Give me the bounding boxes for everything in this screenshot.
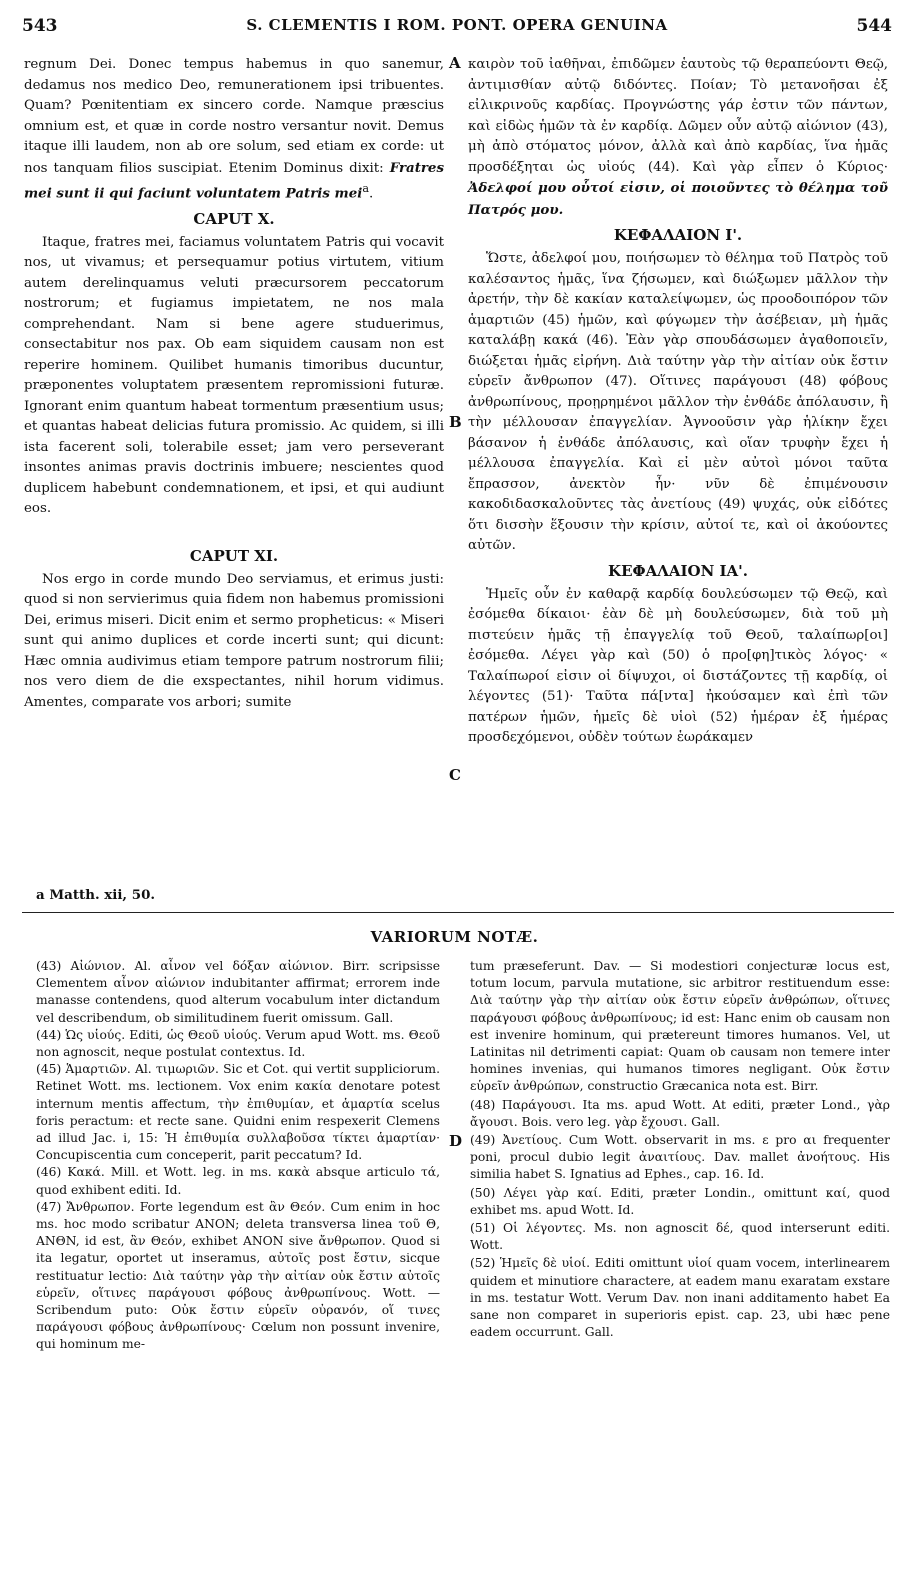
notes-left-column: [36, 958, 440, 1354]
note-43: (43) Αἰώνιον. Al. αἶνον vel δόξαν αἰώνιον. Birr. scripsisse Clementem αἶνον αἰώνιον indubitanter affirmat; errorem inde manasse contendens, quod alterum vocabulum inter dictandum vel describendum, ob similitudinem fuerit omissum. Gall.: [36, 959, 440, 1025]
latin-caput-x-text: Itaque, fratres mei, faciamus voluntatem Patris qui vocavit nos, ut vivamus; et persequamur potius virtutem, vitium autem derelinquamus veluti præcursorem peccatorum nostrorum; et fugiamus impietatem, ne nos mala comprehendant. Nam si bene agere studuerimus, consectabitur nos pax. Ob eam siquidem causam non est reperire hominem. Quilibet humanis timoribus ducuntur, præponentes voluptatem præsentem repromissioni futuræ. Ignorant enim quantum habeat tormentum præsentium usus; et quantas habeat delicias futura promissio. Ac quidem, si illi ista facerent soli, tolerabile esset; jam vero perseverant insontes animas pravis doctrinis imbuere; nescientes quod duplicem habebunt condemnationem, et ipsi, et qui audiunt eos.: [24, 234, 444, 517]
margin-mark-b: B: [449, 413, 462, 431]
kefalaion-ia-heading: ΚΕΦΑΛΑΙΟΝ ΙΑ'.: [608, 561, 748, 580]
note-48: (48) Παράγουσι. Ita ms. apud Wott. At editi, præter Lond., γὰρ ἄγουσι. Bois. vero leg. γὰρ ἔχουσι. Gall.: [470, 1097, 890, 1129]
caput-xi-heading: CAPUT XI.: [189, 546, 279, 565]
latin-intro-quote: Fratres mei sunt ii qui faciunt voluntatem Patris mei: [24, 159, 444, 202]
note-49: (49) Ἀνετίους. Cum Wott. observarit in ms. ε pro αι frequenter poni, procul dubio legit ἀναιτίους. Dav. mallet ἀνοήτους. His similia habet S. Ignatius ad Ephes., cap. 16. Id.: [470, 1133, 890, 1182]
margin-mark-c: C: [449, 766, 461, 784]
notes-divider: [22, 912, 894, 913]
latin-intro-text: regnum Dei. Donec tempus habemus in quo sanemur, dedamus nos medico Deo, remunerationem ipsi tribuentes. Quam? Pœnitentiam ex sincero corde. Namque præscius omnium est, et quæ in corde nostro versantur novit. Demus itaque illi laudem, non ab ore solum, sed etiam ex corde: ut nos tanquam filios suscipiat. Etenim Dominus dixit:: [24, 57, 444, 176]
greek-kefalaion-i-text: Ὥστε, ἀδελφοί μου, ποιήσωμεν τὸ θέλημα τοῦ Πατρὸς τοῦ καλέσαντος ἡμᾶς, ἵνα ζήσωμεν, καὶ διώξωμεν μᾶλλον τὴν ἀρετήν, τὴν δὲ κακίαν καταλείψωμεν, ὡς προοδοιπόρον τῶν ἁμαρτιῶν (45) ἡμῶν, καὶ φύγωμεν τὴν ἀσέβειαν, μὴ ἡμᾶς καταλάβῃ κακά (46). Ἐὰν γὰρ σπουδάσωμεν ἀγαθοποιεῖν, διώξεται ἡμᾶς εἰρήνη. Διὰ ταύτην γὰρ τὴν αἰτίαν οὐκ ἔστιν εὑρεῖν ἄνθρωπον (47). Οἵτινες παράγουσι (48) φόβους ἀνθρωπίνους, προῃρημένοι μᾶλλον τὴν ἐνθάδε ἀπόλαυσιν, ἢ τὴν μέλλουσαν ἐπαγγελίαν. Ἀγνοοῦσιν γὰρ ἡλίκην ἔχει βάσανον ἡ ἐνθάδε ἀπόλαυσις, καὶ οἵαν τρυφὴν ἔχει ἡ μέλλουσα ἐπαγγελία. Καὶ εἰ μὲν αὐτοὶ μόνοι ταῦτα ἔπρασσον, ἀνεκτὸν ἦν· νῦν δὲ ἐπιμένουσιν κακοδιδασκαλοῦντες τὰς ἀνετίους (49) ψυχάς, οὐκ εἰδότες ὅτι δισσὴν ἕξουσιν τὴν κρίσιν, αὐτοί τε, καὶ οἱ ἀκούοντες αὐτῶν.: [468, 251, 888, 553]
latin-caput-xi-text: Nos ergo in corde mundo Deo serviamus, et erimus justi: quod si non servierimus quia fidem non habemus promissioni Dei, erimus miseri. Dicit enim et sermo propheticus: « Miseri sunt qui animo duplices et corde incerti sunt; qui dicunt: Hæc omnia audivimus etiam tempore patrum nostrorum filii; nos vero diem de die exspectantes, nihil horum vidimus. Amentes, comparate vos arbori; sumite: [24, 571, 444, 710]
running-title: S. CLEMENTIS I ROM. PONT. OPERA GENUINA: [246, 16, 668, 34]
kefalaion-i-heading: ΚΕΦΑΛΑΙΟΝ Ι'.: [613, 226, 743, 244]
greek-intro-text: καιρὸν τοῦ ἰαθῆναι, ἐπιδῶμεν ἑαυτοὺς τῷ θεραπεύοντι Θεῷ, ἀντιμισθίαν αὐτῷ διδόντες. Ποίαν; Τὸ μετανοῆσαι ἐξ εἰλικρινοῦς καρδίας. Προγνώστης γάρ ἐστιν τῶν πάντων, καὶ εἰδὼς ἡμῶν τὰ ἐν καρδίᾳ. Δῶμεν οὖν αὐτῷ αἰώνιον (43), μὴ ἀπὸ στόματος μόνον, ἀλλὰ καὶ ἀπὸ καρδίας, ἵνα ἡμᾶς προσδέξηται ὡς υἱούς (44). Καὶ γὰρ εἶπεν ὁ Κύριος·: [468, 57, 888, 175]
caput-x-heading: CAPUT X.: [193, 209, 275, 228]
note-52: (52) Ἡμεῖς δὲ υἱοί. Editi omittunt υἱοί quam vocem, interlinearem quidem et minutiore charactere, at eadem manu exaratam exstare in ms. testatur Wott. Verum Dav. non inani additamento habet Ea sane non comparet in superioris epist. cap. 23, ubi hæc pene eadem occurrunt. Gall.: [470, 1256, 890, 1340]
notes-title: VARIORUM NOTÆ.: [370, 928, 539, 946]
note-46: (46) Κακά. Mill. et Wott. leg. in ms. κακὰ absque articulo τά, quod exhibent editi. Id.: [36, 1165, 440, 1197]
note-45: (45) Ἁμαρτιῶν. Al. τιμωριῶν. Sic et Cot. qui vertit suppliciorum. Retinet Wott. ms. lectionem. Vox enim κακία denotare potest internum mentis affectum, τὴν ἐπιθυμίαν, et ἁμαρτία scelus foris peractum: et recte sane. Quidni enim respexerit Clemens ad illud Jac. i, 15: Ἡ ἐπιθυμία συλλαβοῦσα τίκτει ἁμαρτίαν· Concupiscentia cum conceperit, parit peccatum? Id.: [36, 1062, 440, 1163]
margin-mark-d: D: [449, 1132, 463, 1150]
note-51: (51) Οἱ λέγοντες. Ms. non agnoscit δέ, quod interserunt editi. Wott.: [470, 1221, 890, 1253]
footnote: a Matth. xii, 50.: [36, 887, 156, 903]
page-header: [22, 6, 892, 38]
margin-mark-a: A: [449, 54, 461, 72]
footnote-marker: a: [362, 182, 369, 195]
latin-column: [24, 55, 444, 713]
note-47-continued: tum præseferunt. Dav. — Si modestiori conjecturæ locus est, totum locum, parvula mutatione, sic arbitror restituendum esse: Διὰ ταύτην γὰρ τὴν αἰτίαν οὐκ ἔστιν εὑρεῖν ἀνθρώπων, οἵτινες παράγουσι φόβους ἀνθρωπίνους; id est: Hanc enim ob causam non est invenire hominum, qui prætereunt timores humanos. Vel, ut Latinitas nil detrimenti capiat: Quam ob causam non temere inter homines invenias, qui humanos timores negligant. Οὐκ ἔστιν εὑρεῖν ἀνθρώπων, constructio Græcanica nota est. Birr.: [470, 959, 890, 1094]
note-44: (44) Ὡς υἱούς. Editi, ὡς Θεοῦ υἱούς. Verum apud Wott. ms. Θεοῦ non agnoscit, neque postulat contextus. Id.: [36, 1027, 440, 1060]
page-number-left: 543: [22, 16, 58, 36]
notes-right-column: [470, 958, 890, 1341]
greek-intro-quote: Ἀδελφοί μου οὗτοί εἰσιν, οἱ ποιοῦντες τὸ θέλημα τοῦ Πατρός μου.: [468, 180, 888, 218]
greek-kefalaion-ia-text: Ἡμεῖς οὖν ἐν καθαρᾷ καρδίᾳ δουλεύσωμεν τῷ Θεῷ, καὶ ἐσόμεθα δίκαιοι· ἐὰν δὲ μὴ δουλεύσωμεν, διὰ τοῦ μὴ πιστεύειν ἡμᾶς τῇ ἐπαγγελίᾳ τοῦ Θεοῦ, ταλαίπωρ[οι] ἐσόμεθα. Λέγει γὰρ καὶ (50) ὁ προ[φη]τικὸς λόγος· « Ταλαίπωροί εἰσιν οἱ δίψυχοι, οἱ διστάζοντες τῇ καρδίᾳ, οἱ λέγοντες (51)· Ταῦτα πά[ντα] ἠκούσαμεν καὶ ἐπὶ τῶν πατέρων ἡμῶν, ἡμεῖς δὲ υἱοὶ (52) ἡμέραν ἐξ ἡμέρας προσδεχόμενοι, οὐδὲν τούτων ἑωράκαμεν: [468, 586, 888, 745]
page-number-right: 544: [856, 16, 892, 36]
greek-column: [468, 55, 888, 749]
note-50: (50) Λέγει γὰρ καί. Editi, præter Londin., omittunt καί, quod exhibet ms. apud Wott. Id.: [470, 1185, 890, 1217]
note-47: (47) Ἄνθρωπον. Forte legendum est ἂν Θεόν. Cum enim in hoc ms. hoc modo scribatur ANON; deleta transversa linea τοῦ Θ, ANΘN, id est, ἂν Θεόν, exhibet ANON sive ἄνθρωπον. Quod si ita legatur, oportet ut inseramus, αὐτοῖς post ἔστιν, sicque restituatur lectio: Διὰ ταύτην γὰρ τὴν αἰτίαν οὐκ ἔστιν αὐτοῖς εὑρεῖν, οἵτινες παράγουσι φόβους ἀνθρωπίνους. Wott. — Scribendum puto: Οὐκ ἔστιν εὑρεῖν οὐρανόν, οἵ τινες παράγουσι φόβους ἀνθρωπίνους· Cœlum non possunt invenire, qui hominum me-: [36, 1199, 440, 1352]
greek-intro-paragraph: [468, 55, 888, 221]
latin-intro-paragraph: regnum Dei. Donec tempus habemus in quo sanemur, dedamus nos medico Deo, remunerationem ipsi tribuentes. Quam? Pœnitentiam ex sincero corde. Namque præscius omnium est, et quæ in corde nostro versantur novit. Demus itaque illi laudem, non ab ore solum, sed etiam ex corde: ut nos tanquam filios suscipiat. Etenim Dominus dixit: Fratres mei sunt ii qui faciunt voluntatem Patris mei$^a$.: [24, 57, 444, 202]
